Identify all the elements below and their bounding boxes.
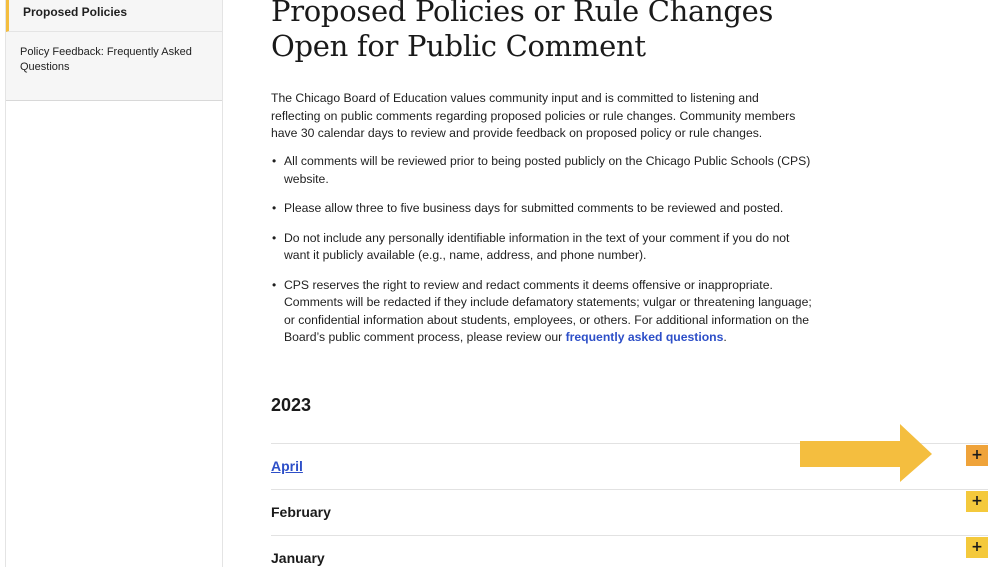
- bullet-icon: •: [272, 201, 277, 215]
- year-heading: 2023: [271, 395, 312, 415]
- comment-guidelines-list: [271, 153, 814, 359]
- list-item: [272, 153, 814, 188]
- list-item-text: Please allow three to five business days for submitted comments to be reviewed and posted.: [284, 201, 784, 215]
- list-item-text: All comments will be reviewed prior to being posted publicly on the Chicago Public Schools (CPS) website.: [284, 154, 811, 186]
- bullet-icon: •: [272, 154, 277, 168]
- list-item-text: CPS reserves the right to review and redact comments it deems offensive or inappropriate. Comments will be redacted if they include defamatory statements; vulgar or threatening language; or confidential information about students, employees, or others. For additional information on the Board’s public comment process, please review our: [284, 277, 812, 344]
- list-item: [272, 277, 814, 347]
- page-title: Proposed Policies or Rule Changes Open for Public Comment: [271, 0, 774, 63]
- expand-plus-icon[interactable]: +: [966, 445, 988, 466]
- list-item: [272, 200, 814, 218]
- list-item-text: Do not include any personally identifiable information in the text of your comment if you do not want it publicly available (e.g., name, address, and phone number).: [284, 230, 790, 262]
- bullet-icon: •: [272, 277, 277, 292]
- accordion-label-january: January: [271, 550, 325, 566]
- list-item: [272, 230, 814, 265]
- expand-plus-icon[interactable]: +: [966, 491, 988, 512]
- bullet-icon: •: [272, 230, 277, 245]
- sidebar-item-label: Proposed Policies: [23, 5, 128, 19]
- accordion-label-february: February: [271, 504, 331, 520]
- accordion-label-april[interactable]: April: [271, 458, 303, 474]
- expand-plus-icon[interactable]: +: [966, 537, 988, 558]
- faq-link[interactable]: frequently asked questions: [565, 330, 724, 344]
- sidebar-item-policy-feedback-faq[interactable]: [6, 32, 222, 101]
- accordion-row-january[interactable]: [271, 535, 988, 581]
- list-item-end: .: [723, 330, 727, 344]
- intro-paragraph: The Chicago Board of Education values community input and is committed to listening and reflecting on public comments regarding proposed policies or rule changes. Community members have 30 calendar days to review and provide feedback on proposed policy or rule changes.: [271, 91, 796, 140]
- arrow-right-icon: [800, 424, 935, 484]
- accordion-row-february[interactable]: [271, 489, 988, 535]
- sidebar-nav: [5, 0, 223, 567]
- sidebar-item-label: Policy Feedback: Frequently Asked Questions: [20, 46, 192, 73]
- sidebar-item-proposed-policies[interactable]: [6, 0, 222, 32]
